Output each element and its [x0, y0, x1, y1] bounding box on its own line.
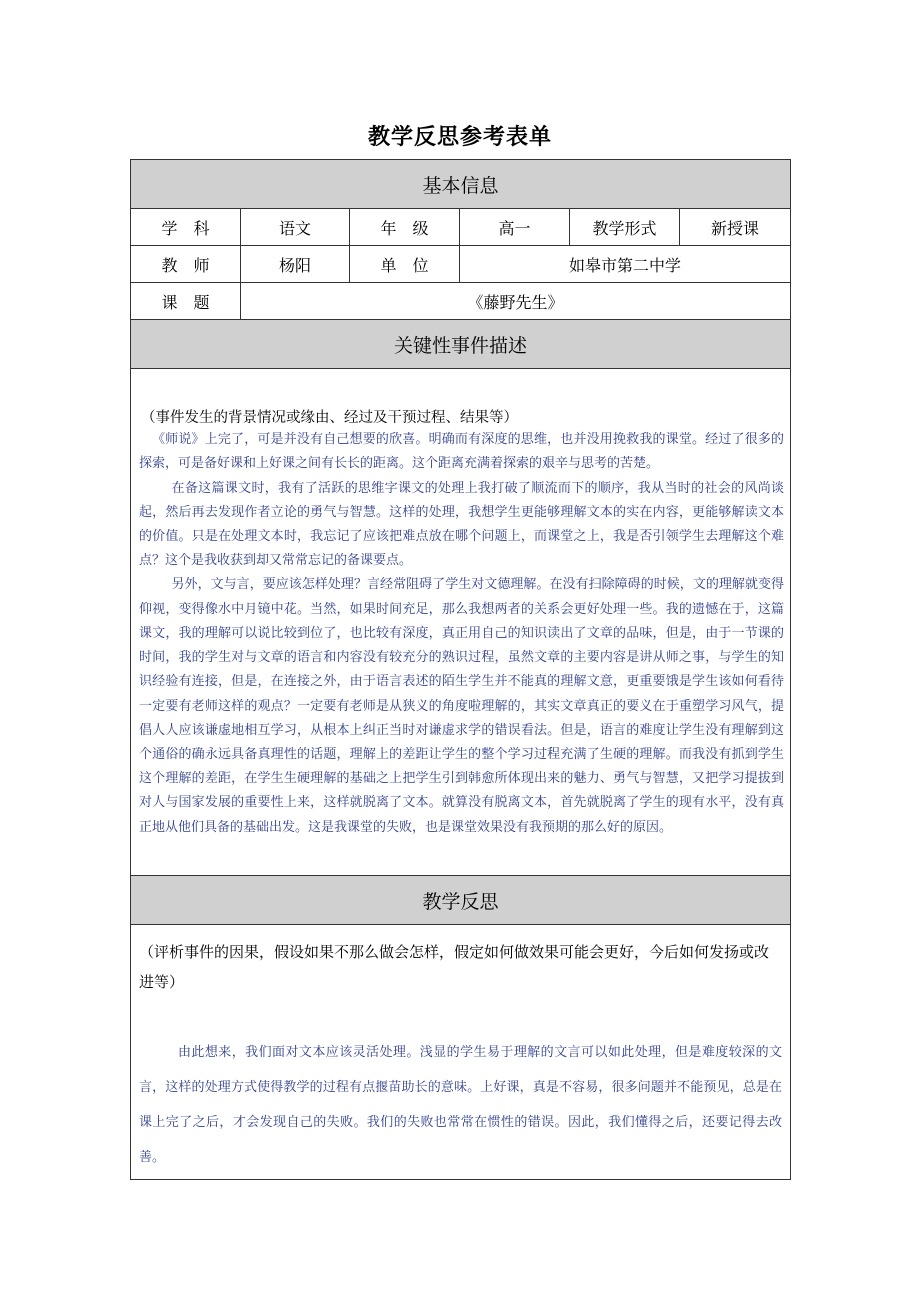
- teaching-form-value: 新授课: [680, 209, 791, 246]
- grade-value: 高一: [460, 209, 570, 246]
- reflection-cell: [131, 925, 791, 1180]
- event-hint: （事件发生的背景情况或缘由、经过及干预过程、结果等）: [141, 410, 518, 427]
- section-event-header: 关键性事件描述: [131, 320, 791, 369]
- unit-value: 如皋市第二中学: [460, 246, 791, 283]
- page-title: 教学反思参考表单: [367, 125, 552, 150]
- subject-value: 语文: [241, 209, 350, 246]
- event-paragraph-3: 另外，文与言，要应该怎样处理？言经常阻碍了学生对文德理解。在没有扫除障碍的时候，文的理解就变得仰视，变得像水中月镜中花。当然，如果时间充足，那么我想两者的关系会更好处理一些。我的遗憾在于，这篇课文，我的理解可以说比较到位了，也比较有深度，真正用自己的知识读出了文章的品味，但是，由于一节课的时间，我的学生对与文章的语言和内容没有较充分的熟识过程，虽然文章的主要内容是讲从师之事，与学生的知识经验有连接，但是，在连接之外，由于语言表述的陌生学生并不能真的理解文意，更重要饿是学生该如何看待一定要有老师这样的观点？一定要有老师是从狭义的角度啦理解的，其实文章真正的要义在于重塑学习风气，提倡人人应该谦虚地相互学习，从根本上纠正当时对谦虚求学的错误看法。但是，语言的难度让学生没有理解到这个通俗的确永远具备真理性的话题，理解上的差距让学生的整个学习过程充满了生硬的理解。而我没有抓到学生这个理解的差距，在学生生硬理解的基础之上把学生引到韩愈所体现出来的魅力、勇气与智慧，又把学习提拔到对人与国家发展的重要性上来，这样就脱离了文本。就算没有脱离文本，首先就脱离了学生的现有水平，没有真正地从他们具备的基础出发。这是我课堂的失败，也是课堂效果没有我预期的那么好的原因。: [139, 577, 785, 835]
- reflection-form-table: [130, 159, 791, 1180]
- section-basic-info-header: 基本信息: [131, 160, 791, 209]
- topic-label: 课 题: [131, 283, 241, 320]
- subject-label: 学 科: [131, 209, 241, 246]
- reflection-paragraph: 由此想来，我们面对文本应该灵活处理。浅显的学生易于理解的文言可以如此处理，但是难度较深的文言，这样的处理方式使得教学的过程有点揠苗助长的意味。上好课，真是不容易，很多问题并不能预见，总是在课上完了之后，才会发现自己的失败。我们的失败也常常在惯性的错误。因此，我们懂得之后，还要记得去改善。: [139, 1045, 783, 1165]
- reflection-body: [131, 1035, 790, 1175]
- unit-label: 单 位: [350, 246, 460, 283]
- event-body: [131, 428, 790, 839]
- grade-label: 年 级: [350, 209, 460, 246]
- event-paragraph-2: 在备这篇课文时，我有了活跃的思维字课文的处理上我打破了顺流而下的顺序，我从当时的社会的风尚谈起，然后再去发现作者立论的勇气与智慧。这样的处理，我想学生更能够理解文本的实在内容，更能够解读文本的价值。只是在处理文本时，我忘记了应该把难点放在哪个问题上，而课堂之上，我是否引领学生去理解这个难点？这个是我收获到却又常常忘记的备课要点。: [139, 480, 785, 569]
- teacher-label: 教 师: [131, 246, 241, 283]
- teacher-value: 杨阳: [241, 246, 350, 283]
- topic-value: 《藤野先生》: [241, 283, 791, 320]
- event-description-cell: [131, 369, 791, 876]
- reflection-hint: （评析事件的因果，假设如果不那么做会怎样，假定如何做效果可能会更好，今后如何发扬或改进等）: [139, 943, 770, 991]
- event-paragraph-1: 《师说》上完了，可是并没有自己想要的欣喜。明确而有深度的思维，也并没用挽救我的课堂。经过了很多的探索，可是备好课和上好课之间有长长的距离。这个距离充满着探索的艰辛与思考的苦楚。: [139, 432, 785, 472]
- section-reflection-header: 教学反思: [131, 876, 791, 925]
- teaching-form-label: 教学形式: [570, 209, 680, 246]
